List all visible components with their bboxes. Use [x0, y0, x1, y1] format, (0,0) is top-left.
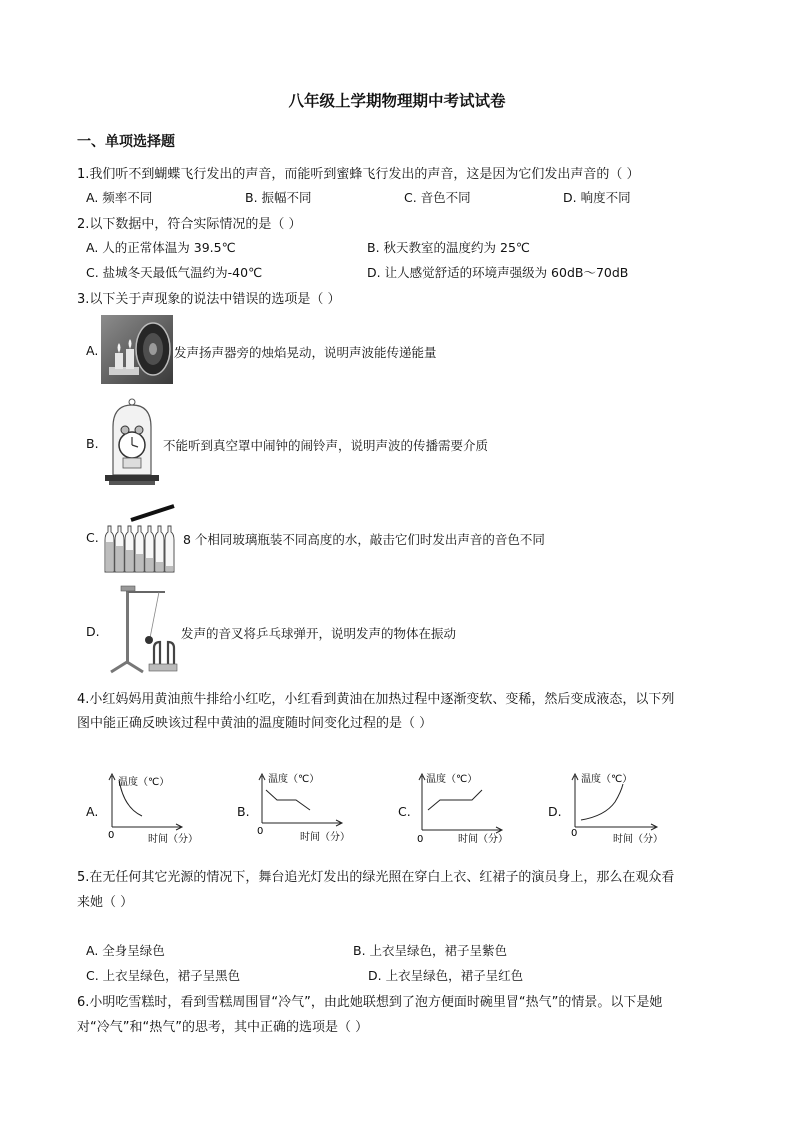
section-heading: 一、单项选择题: [77, 134, 175, 150]
graph-a-origin: 0: [108, 830, 115, 841]
graph-b-xlabel: 时间（分）: [300, 832, 350, 843]
q1-option-c[interactable]: C. 音色不同: [404, 190, 471, 205]
graph-c-ylabel: 温度（℃）: [426, 774, 478, 785]
q3-option-c-text: 8 个相同玻璃瓶装不同高度的水，敲击它们时发出声音的音色不同: [183, 532, 545, 547]
q1-option-d[interactable]: D. 响度不同: [563, 190, 631, 205]
q3-option-a-letter[interactable]: A.: [86, 343, 99, 358]
q5-option-c[interactable]: C. 上衣呈绿色，裙子呈黑色: [86, 968, 241, 983]
tuning-fork-ping-pong: [107, 582, 177, 676]
q5-option-d[interactable]: D. 上衣呈绿色，裙子呈红色: [368, 968, 524, 983]
q2-option-d[interactable]: D. 让人感觉舒适的环境声强级为 60dB～70dB: [367, 265, 629, 280]
q1-option-a[interactable]: A. 频率不同: [86, 190, 153, 205]
q1-stem: 1.我们听不到蝴蝶飞行发出的声音，而能听到蜜蜂飞行发出的声音，这是因为它们发出声音的（ ）: [77, 167, 640, 182]
q3-option-b-letter[interactable]: B.: [86, 436, 99, 451]
graph-a-xlabel: 时间（分）: [148, 834, 198, 845]
q3-stem: 3.以下关于声现象的说法中错误的选项是（ ）: [77, 292, 341, 307]
q4-stem-line2: 图中能正确反映该过程中黄油的温度随时间变化过程的是（ ）: [77, 716, 433, 731]
q6-stem-line2: 对“冷气”和“热气”的思考，其中正确的选项是（ ）: [77, 1020, 369, 1035]
graph-d-xlabel: 时间（分）: [613, 834, 663, 845]
q2-option-a[interactable]: A. 人的正常体温为 39.5℃: [86, 240, 236, 255]
q3-option-d-letter[interactable]: D.: [86, 624, 100, 639]
graph-a-ylabel: 温度（℃）: [118, 777, 170, 788]
graph-d: [565, 770, 670, 848]
vacuum-bell-jar-clock: [101, 397, 163, 487]
graph-b: [252, 770, 352, 848]
q4-option-a-letter[interactable]: A.: [86, 804, 99, 819]
q4-stem-line1: 4.小红妈妈用黄油煎牛排给小红吃，小红看到黄油在加热过程中逐渐变软、变稀，然后变成液态，以下列: [77, 692, 675, 707]
graph-d-ylabel: 温度（℃）: [581, 774, 633, 785]
q3-option-a-text: 发声扬声器旁的烛焰晃动，说明声波能传递能量: [174, 345, 437, 360]
graph-b-ylabel: 温度（℃）: [268, 774, 320, 785]
graph-b-origin: 0: [257, 826, 264, 837]
graph-a: [102, 770, 198, 848]
q2-option-c[interactable]: C. 盐城冬天最低气温约为-40℃: [86, 265, 263, 280]
page-title: 八年级上学期物理期中考试试卷: [288, 92, 506, 110]
graph-c-xlabel: 时间（分）: [458, 834, 508, 845]
graph-c-origin: 0: [417, 834, 424, 845]
q5-option-b[interactable]: B. 上衣呈绿色，裙子呈紫色: [353, 943, 508, 958]
q3-option-b-text: 不能听到真空罩中闹钟的闹铃声，说明声波的传播需要介质: [163, 438, 489, 453]
q4-option-b-letter[interactable]: B.: [237, 804, 250, 819]
q1-option-b[interactable]: B. 振幅不同: [245, 190, 312, 205]
q2-stem: 2.以下数据中，符合实际情况的是（ ）: [77, 217, 302, 232]
q3-option-c-letter[interactable]: C.: [86, 530, 99, 545]
graph-d-origin: 0: [571, 828, 578, 839]
q2-option-b[interactable]: B. 秋天教室的温度约为 25℃: [367, 240, 530, 255]
q3-option-d-text: 发声的音叉将乒乓球弹开，说明发声的物体在振动: [181, 626, 457, 641]
speaker-candle-photo: [101, 315, 173, 384]
q6-stem-line1: 6.小明吃雪糕时，看到雪糕周围冒“冷气”，由此她联想到了泡方便面时碗里冒“热气”的情景。以下是她: [77, 995, 663, 1010]
q5-stem-line2: 来她（ ）: [77, 895, 134, 910]
q4-option-c-letter[interactable]: C.: [398, 804, 411, 819]
q5-stem-line1: 5.在无任何其它光源的情况下，舞台追光灯发出的绿光照在穿白上衣、红裙子的演员身上，那么在观众看: [77, 870, 675, 885]
graph-c: [412, 770, 512, 848]
q5-option-a[interactable]: A. 全身呈绿色: [86, 943, 165, 958]
glass-bottles-with-water: [101, 502, 181, 574]
q4-option-d-letter[interactable]: D.: [548, 804, 562, 819]
